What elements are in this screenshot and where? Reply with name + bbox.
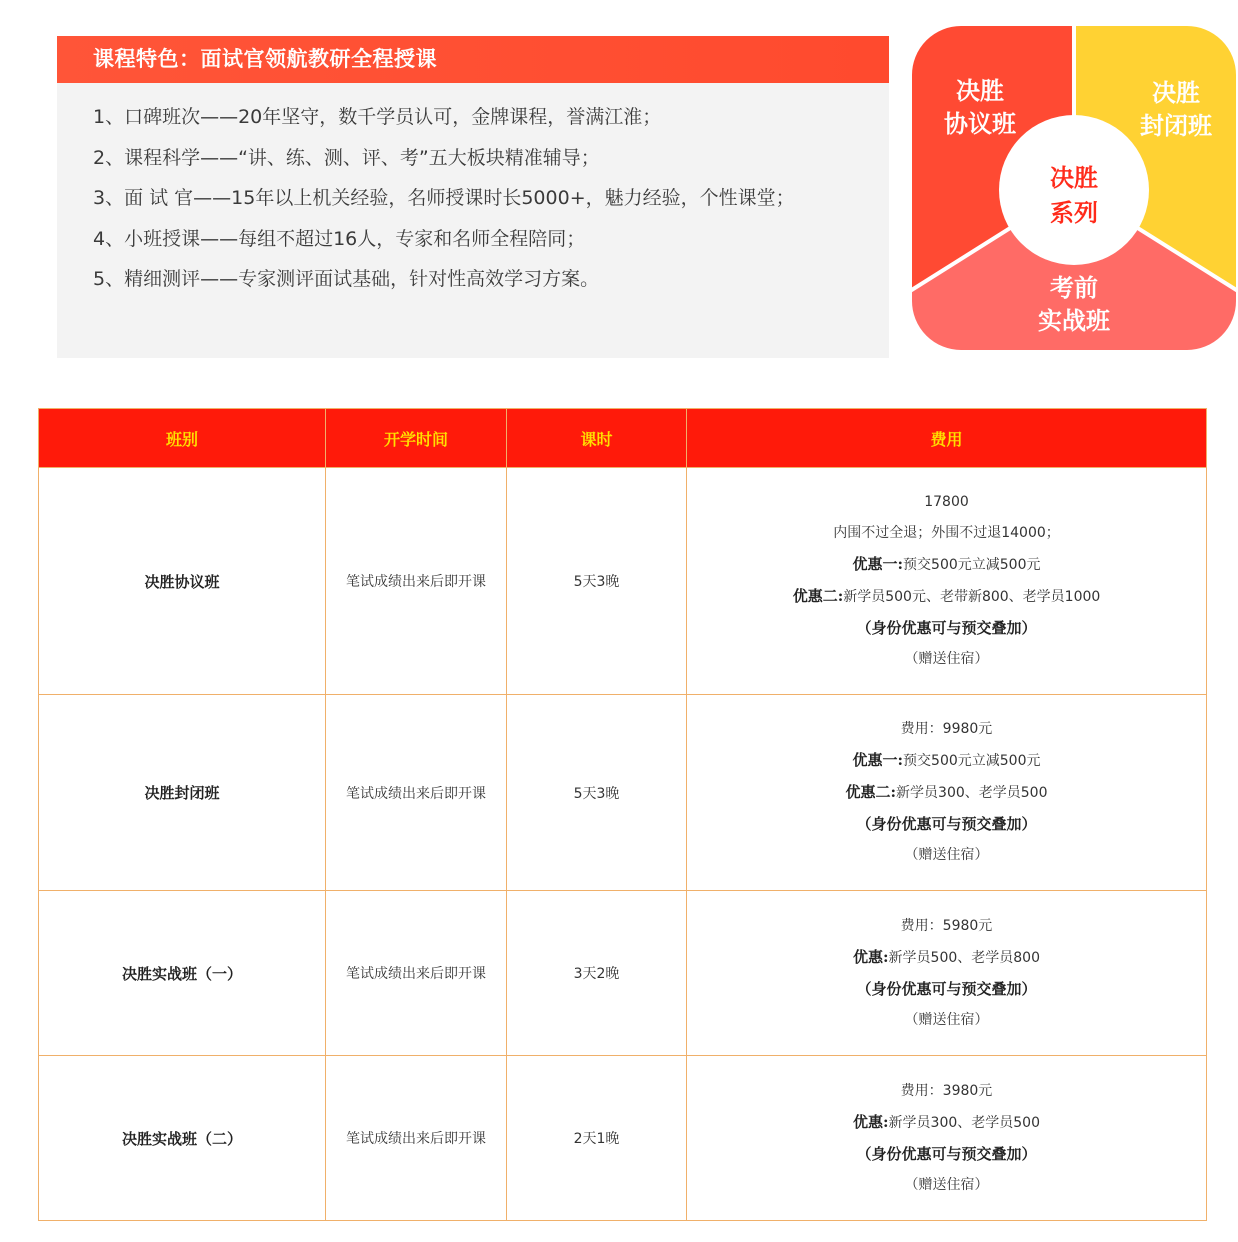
fee-line [687,745,1206,777]
class-name-cell: 决胜实战班（一） [39,891,326,1056]
fee-text: （身份优惠可与预交叠加） [856,815,1037,833]
header-fee: 费用 [687,409,1207,468]
feature-list [57,83,889,300]
course-table [38,408,1207,1221]
class-name-cell: 决胜实战班（二） [39,1056,326,1221]
fee-line [687,840,1206,871]
fee-text: 17800 [924,494,969,510]
table-row [39,1056,1207,1221]
fee-line [687,942,1206,974]
fee-line [687,1107,1206,1139]
start-time-cell: 笔试成绩出来后即开课 [326,891,507,1056]
table-row [39,695,1207,891]
fee-text: 费用：9980元 [900,721,993,737]
fee-line [687,644,1206,675]
fee-line [687,613,1206,644]
center-label-line2: 系列 [1050,199,1098,227]
bottom-label-line1: 考前 [1050,274,1098,302]
fee-label: 优惠: [853,947,889,966]
fee-text: 新学员300、老学员500 [888,1114,1040,1131]
start-time-cell: 笔试成绩出来后即开课 [326,468,507,695]
fee-text: （身份优惠可与预交叠加） [856,1144,1037,1163]
feature-item: 1、口碑班次——20年坚守，数千学员认可，金牌课程，誉满江淮； [93,106,662,128]
fee-cell [687,695,1207,891]
fee-cell [687,891,1207,1056]
left-label-line2: 协议班 [944,110,1016,138]
left-label-line1: 决胜 [956,77,1004,105]
fee-line [687,1139,1206,1170]
fee-text: 费用：5980元 [900,917,993,934]
series-graphic [910,23,1238,353]
fee-line [687,581,1206,613]
feature-item: 2、课程科学——“讲、练、测、评、考”五大板块精准辅导； [93,146,600,169]
header-start-time: 开学时间 [326,409,507,468]
fee-line [687,1170,1206,1201]
fee-line [687,809,1206,840]
table-row [39,891,1207,1056]
fee-text: 新学员500、老学员800 [888,949,1040,966]
fee-text: （身份优惠可与预交叠加） [856,979,1037,998]
feature-item: 4、小班授课——每组不超过16人，专家和名师全程陪同； [93,227,586,250]
right-label-line1: 决胜 [1152,79,1200,107]
class-name-cell: 决胜协议班 [39,468,326,695]
right-label-line2: 封闭班 [1140,112,1212,140]
fee-line [687,518,1206,549]
fee-label: 优惠二: [792,587,844,605]
fee-line [687,714,1206,745]
feature-item: 3、面 试 官——15年以上机关经验，名师授课时长5000+，魅力经验，个性课堂； [93,187,795,209]
hours-cell: 5天3晚 [507,695,687,891]
table-header-row [39,409,1207,468]
fee-line [687,777,1206,809]
hours-cell: 5天3晚 [507,468,687,695]
center-label-line1: 决胜 [1050,164,1098,192]
fee-text: （赠送住宿） [904,847,989,863]
fee-line [687,911,1206,942]
header-hours: 课时 [507,409,687,468]
bottom-label-line2: 实战班 [1038,307,1110,335]
fee-label: 优惠二: [845,783,897,801]
feature-item: 5、精细测评——专家测评面试基础，针对性高效学习方案。 [93,268,600,290]
fee-text: （赠送住宿） [904,1011,989,1028]
course-feature-panel [57,36,889,358]
fee-text: （赠送住宿） [904,651,989,667]
fee-cell [687,1056,1207,1221]
fee-label: 优惠一: [852,555,904,573]
start-time-cell: 笔试成绩出来后即开课 [326,1056,507,1221]
fee-text: 新学员500元、老带新800、老学员1000 [843,589,1101,605]
hours-cell: 3天2晚 [507,891,687,1056]
header-class: 班别 [39,409,326,468]
table-row [39,468,1207,695]
fee-text: 预交500元立减500元 [903,753,1041,769]
fee-line [687,1005,1206,1036]
fee-line [687,549,1206,581]
class-name-cell: 决胜封闭班 [39,695,326,891]
fee-text: 费用：3980元 [900,1082,993,1099]
fee-text: （赠送住宿） [904,1176,989,1193]
fee-line [687,487,1206,518]
start-time-cell: 笔试成绩出来后即开课 [326,695,507,891]
feature-title: 课程特色：面试官领航教研全程授课 [57,36,889,83]
fee-line [687,974,1206,1005]
fee-label: 优惠: [853,1112,889,1131]
fee-line [687,1076,1206,1107]
hours-cell: 2天1晚 [507,1056,687,1221]
fee-text: 内围不过全退；外围不过退14000； [833,525,1060,541]
fee-text: （身份优惠可与预交叠加） [856,619,1037,637]
fee-text: 预交500元立减500元 [903,557,1041,573]
fee-cell [687,468,1207,695]
fee-text: 新学员300、老学员500 [896,785,1048,801]
fee-label: 优惠一: [852,751,904,769]
